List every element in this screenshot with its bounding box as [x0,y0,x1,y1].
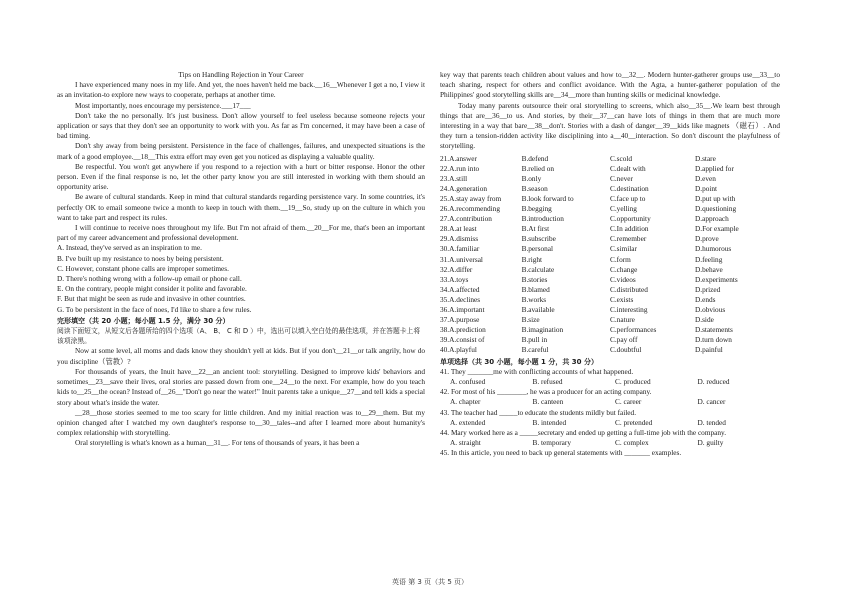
cloze-option-row [440,244,780,254]
cloze-option-row [440,325,780,335]
cloze-option: 38.A.prediction [440,325,486,335]
paragraph: I have experienced many noes in my life. And yet, the noes haven't held me back.__16__Whenever I get a no, I view it as an invitation-to explore new ways to cooperate, perhaps at another time. [57,80,425,100]
cloze-option: B.look forward to [521,194,574,203]
cloze-options-table [440,154,780,356]
question-stem: 42. For most of his ________, he was a producer for an acting company. [440,387,652,397]
cloze-option: 27.A.contribution [440,214,492,224]
question-stem: 44. Mary worked here as a _____secretary and ended up getting a full-time job with the company. [440,427,727,437]
question-option: D. guilty [697,438,724,448]
cloze-option: B.relied on [521,163,555,173]
single-choice-heading: 单项选择（共 30 小题，每小题 1 分，共 30 分） [440,357,598,366]
cloze-option: C.In addition [609,224,649,234]
cloze-option-row [440,315,780,325]
cloze-option-row [440,255,780,265]
cloze-option: C.remember [609,234,647,244]
cloze-option: 34.A.affected [440,284,480,294]
cloze-option-row [440,164,780,174]
question-option: C. pretended [615,417,653,427]
cloze-option: 40.A.playful [440,345,477,355]
paragraph: Most importantly, noes encourage my persistence.___17___ [75,100,251,110]
cloze-option: B.defend [521,153,549,163]
cloze-option: C.never [609,173,633,183]
cloze-option: C.performances [609,325,657,335]
page-footer: 英语 第 3 页（共 5 页） [391,578,469,586]
question-option: C. produced [615,376,651,386]
cloze-option: C.scold [609,153,633,163]
paragraph: Don't take the no personally. It's just business. Don't allow yourself to feel useless because someone rejects your application or says that they don't see an opportunity to work with you. As far as I'm concerned, it may have been a case of bad timing. [57,110,425,141]
cloze-option: 33.A.toys [440,274,469,284]
question-option: C. complex [615,438,649,448]
cloze-option: 23.A.still [440,173,468,183]
cloze-option-row [440,345,780,355]
cloze-passage-right [440,70,780,152]
cloze-option: B.works [521,294,547,304]
cloze-option: C.pay off [609,335,638,345]
cloze-option-row [440,184,780,194]
option-c: C. However, constant phone calls are improper sometimes. [57,263,229,273]
cloze-option-row [440,214,780,224]
cloze-option: 35.A.declines [440,294,481,304]
cloze-option: D.side [694,315,714,325]
cloze-option: B.pull in [521,335,548,345]
paragraph: key way that parents teach children about values and how to__32__. Modern hunter-gatherer groups use__33__to teach sharing, respect for others and conflict avoidance. With the Agta, a hunter-gatherer population of the Philippines' good storytelling skills are__34__more than hunting skills or medicinal knowledge. [440,70,780,100]
cloze-option: 25.A.stay away from [440,194,502,203]
cloze-option-row [440,265,780,275]
paragraph: Now at some level, all moms and dads know they shouldn't yell at kids. But if you don't__21__or talk angrily, how do you discipline（管教）? [57,346,425,366]
cloze-option: D.questioning [694,204,737,214]
question-options [440,438,780,448]
cloze-option: 36.A.important [440,305,485,315]
question-option: B. refused [532,376,563,386]
left-column [57,70,425,449]
passage-title: Tips on Handling Rejection in Your Career [178,70,304,79]
cloze-heading: 完形填空（共 20 小题；每小题 1.5 分，满分 30 分） [57,316,230,325]
cloze-option: D.statements [694,325,733,335]
question-options [440,377,780,387]
cloze-option: C.distributed [609,284,648,294]
cloze-option: D.humorous [694,244,732,254]
question-option: A. extended [450,417,486,427]
cloze-option: B.available [521,305,555,315]
question-option: D. reduced [697,376,730,386]
cloze-option: D.prized [694,284,721,294]
option-e: E. On the contrary, people might consider it polite and favorable. [57,284,247,294]
question-option: B. canteen [532,397,564,407]
single-choice-questions [440,367,780,459]
cloze-option: C.face up to [609,194,646,203]
cloze-option: D.applied for [694,163,734,173]
cloze-option: D.put up with [694,194,736,203]
cloze-option: B.personal [521,244,554,254]
cloze-option: D.stare [694,153,716,163]
cloze-option: B.right [521,254,543,264]
cloze-option: D.point [694,183,718,193]
question-option: D. cancer [697,397,726,407]
cloze-option: D.obvious [694,305,726,315]
question-stem: 43. The teacher had _____to educate the students mildly but failed. [440,407,637,417]
option-d: D. There's nothing wrong with a follow-up email or phone call. [57,274,242,284]
cloze-option-row [440,305,780,315]
cloze-option-row [440,295,780,305]
cloze-option: D.For example [694,224,739,234]
question-option: A. confused [450,376,486,386]
paragraph: I will continue to receive noes throughout my life. But I'm not afraid of them.__20__For me, that's been an important part of my career advancement and professional development. [57,223,425,243]
cloze-option: D.approach [694,214,729,224]
cloze-option: 32.A.differ [440,264,473,274]
option-a: A. Instead, they've served as an inspiration to me. [57,243,202,253]
cloze-option-row [440,174,780,184]
cloze-option: C.doubtful [609,345,642,355]
cloze-option: B.stories [521,274,548,284]
cloze-option-row [440,154,780,164]
paragraph: Be respectful. You won't get anywhere if you respond to a rejection with a hurt or bitter response. Honor the other person. Even if the final response is no, let the other party know you are still interested in working with them should an opportunity arise. [57,161,425,192]
paragraph: Oral storytelling is what's known as a human__31__. For tens of thousands of years, it has been a [75,438,360,448]
cloze-option: D.feeling [694,254,723,264]
cloze-option: B.season [521,183,548,193]
cloze-option: B.careful [521,345,549,355]
cloze-option-row [440,335,780,345]
cloze-option: C.destination [609,183,649,193]
cloze-option: C.interesting [609,305,648,315]
cloze-passage-left [57,346,425,448]
paragraph: Don't shy away from being persistent. Persistence in the face of challenges, failures, and unexpected situations is the mark of a good employee.__18__This extra effort may even get you noticed as displaying a valuable quality. [57,141,425,161]
cloze-option-row [440,194,780,204]
cloze-option: B.introduction [521,214,564,224]
question-option: A. chapter [450,397,481,407]
paragraph: Be aware of cultural standards. Keep in mind that cultural standards regarding persistence vary. In some countries, it's perfectly OK to email someone twice a month to keep in touch with them.__19__So, study up on the culture in which you want to take part and respect its rules. [57,192,425,222]
cloze-option: 28.A.at least [440,224,477,234]
option-b: B. I've built up my resistance to noes by being persistent. [57,253,224,263]
cloze-option: D.even [694,173,716,183]
cloze-option: C.dealt with [609,163,646,173]
cloze-option: B.size [521,315,540,325]
question-option: A. straight [450,438,481,448]
question-option: B. intended [532,417,567,427]
option-f: F. But that might be seen as rude and invasive in other countries. [57,294,246,304]
cloze-option: C.change [609,264,638,274]
question-option: D. tended [697,417,726,427]
cloze-option: 24.A.generation [440,183,488,193]
cloze-option: B.begging [521,204,552,214]
cloze-option: D.experiments [694,274,738,284]
cloze-option: B.calculate [521,264,555,274]
cloze-instruction: 阅读下面短文，从短文后各题所给的四个选项（A、 B、 C 和 D ）中，选出可以填入空白处的最佳选项，并在答题卡上将该项涂黑。 [57,327,421,346]
cloze-option: B.At first [521,224,550,234]
cloze-option: C.yelling [609,204,637,214]
cloze-option: C.exists [609,294,634,304]
cloze-option: 31.A.universal [440,254,483,264]
cloze-option: B.subscribe [521,234,556,244]
question-stem: 45. In this article, you need to back up general statements with _______ examples. [440,448,682,458]
cloze-option-row [440,234,780,244]
cloze-option: D.behave [694,264,723,274]
question-options [440,397,780,407]
cloze-option: 30.A.familiar [440,244,480,254]
cloze-option: C.nature [609,315,635,325]
right-column [440,70,780,459]
cloze-option: 29.A.dismiss [440,234,479,244]
cloze-option: D.ends [694,294,716,304]
seven-choose-passage [57,80,425,243]
cloze-option-row [440,275,780,285]
paragraph: Today many parents outsource their oral storytelling to screens, which also__35__.We learn best through things that are__36__to us. And stories, by their__37__can have lots of things in them that are much more interesting in a way that bare__38__don't. Stories with a dash of danger__39__kids like magnets （磁石）. And they turn a tension-ridden activity like disciplining into a__40__interaction. So don't discount the playfulness of storytelling. [440,100,780,151]
cloze-option: C.similar [609,244,637,254]
cloze-option: 26.A.recommending [440,204,500,214]
cloze-option: D.painful [694,345,723,355]
question-options [440,418,780,428]
cloze-option: D.prove [694,234,719,244]
cloze-option-row [440,204,780,214]
question-stem: 41. They _______me with conflicting accounts of what happened. [440,366,634,376]
cloze-option: 21.A.answer [440,153,477,163]
cloze-option: 39.A.consist of [440,335,485,345]
cloze-option: B.imagination [521,325,564,335]
seven-options-list [57,243,425,314]
cloze-option-row [440,285,780,295]
cloze-option: C.opportunity [609,214,651,224]
cloze-option-row [440,224,780,234]
paragraph: For thousands of years, the Inuit have__22__an ancient tool: storytelling. Designed to improve kids' behaviors and sometimes__23__save their lives, oral stories are passed down from one__24__to the next. For example, how do you teach kids to__25__the ocean? Instead of__26__"Don't go near the water!" Inuit parents take a unique__27__and tell kids a special story about what's inside the water. [57,366,425,407]
cloze-option: B.only [521,173,542,183]
cloze-option: B.blamed [521,284,550,294]
cloze-option: 22.A.run into [440,163,480,173]
question-option: C. career [615,397,642,407]
cloze-option: C.form [609,254,631,264]
paragraph: __28__those stories seemed to me too scary for little children. And my initial reaction was to__29__them. But my opinion changed after I watched my own daughter's response to__30__tales--and after I learned more about humanity's complex relationship with storytelling. [57,407,425,438]
cloze-option: D.turn down [694,335,732,345]
option-g: G. To be persistent in the face of noes, I'd like to share a few rules. [57,304,252,314]
question-option: B. temporary [532,438,572,448]
cloze-option: C.videos [609,274,636,284]
cloze-option: 37.A.purpose [440,315,480,325]
